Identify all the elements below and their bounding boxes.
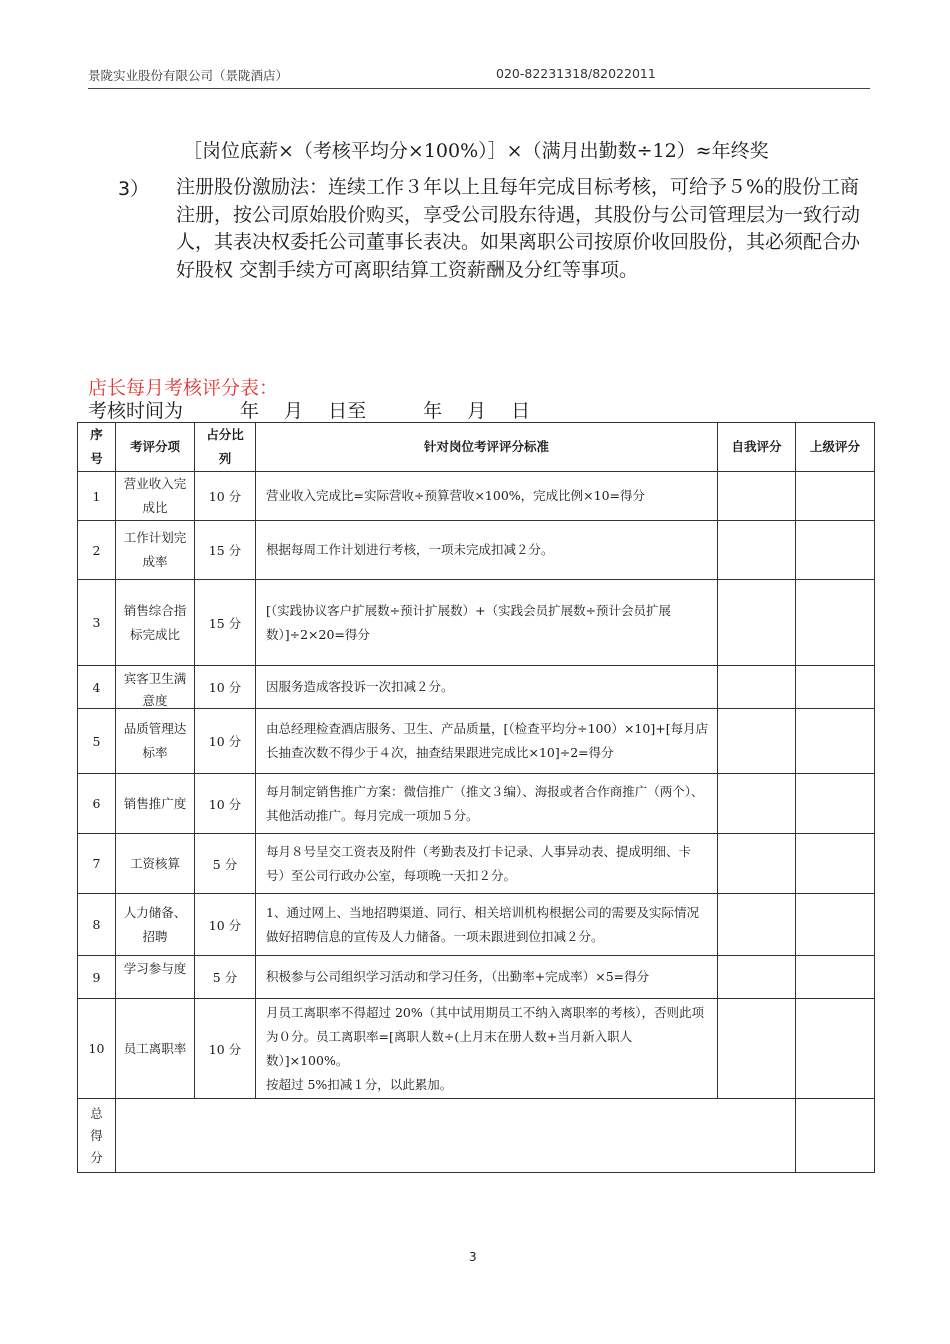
- superior-score-cell[interactable]: [796, 521, 875, 580]
- row-item: 人力储备、招聘: [116, 894, 195, 956]
- header-standard: 针对岗位考评评分标准: [256, 423, 718, 472]
- row-number: 4: [78, 666, 116, 709]
- total-value-cell[interactable]: [116, 1099, 796, 1173]
- total-superior-cell[interactable]: [796, 1099, 875, 1173]
- row-ratio: 10 分: [195, 472, 256, 521]
- row-item: 宾客卫生满意度: [116, 666, 195, 709]
- table-row: [78, 894, 875, 956]
- company-name: 景陇实业股份有限公司（景陇酒店）: [88, 68, 289, 83]
- row-standard: 积极参与公司组织学习活动和学习任务，（出勤率+完成率）×5=得分: [256, 956, 718, 999]
- self-score-cell[interactable]: [718, 666, 796, 709]
- table-title: 店长每月考核评分表：: [88, 377, 279, 399]
- superior-score-cell[interactable]: [796, 666, 875, 709]
- row-standard: 根据每周工作计划进行考核，一项未完成扣减２分。: [256, 521, 718, 580]
- row-item: 学习参与度: [116, 956, 195, 999]
- item-number: 3）: [118, 178, 150, 200]
- row-ratio: 10 分: [195, 709, 256, 774]
- row-ratio: 5 分: [195, 834, 256, 894]
- row-item: 工资核算: [116, 834, 195, 894]
- row-ratio: 15 分: [195, 521, 256, 580]
- row-item: 品质管理达标率: [116, 709, 195, 774]
- self-score-cell[interactable]: [718, 894, 796, 956]
- superior-score-cell[interactable]: [796, 774, 875, 834]
- row-number: 5: [78, 709, 116, 774]
- self-score-cell[interactable]: [718, 999, 796, 1099]
- table-header-row: [78, 423, 875, 472]
- page-number: 3: [469, 1250, 477, 1264]
- row-ratio: 10 分: [195, 894, 256, 956]
- row-item: 员工离职率: [116, 999, 195, 1099]
- row-ratio: 15 分: [195, 580, 256, 666]
- row-item: 销售综合指标完成比: [116, 580, 195, 666]
- table-row: [78, 709, 875, 774]
- row-number: 3: [78, 580, 116, 666]
- row-standard: 每月制定销售推广方案：微信推广（推文３编）、海报或者合作商推广（两个）、其他活动推广。每月完成一项加５分。: [256, 774, 718, 834]
- table-row: [78, 774, 875, 834]
- superior-score-cell[interactable]: [796, 999, 875, 1099]
- row-item: 销售推广度: [116, 774, 195, 834]
- total-row: [78, 1099, 875, 1173]
- table-row: [78, 956, 875, 999]
- header-item: 考评分项: [116, 423, 195, 472]
- superior-score-cell[interactable]: [796, 894, 875, 956]
- row-ratio: 10 分: [195, 666, 256, 709]
- table-row: [78, 999, 875, 1099]
- table-row: [78, 580, 875, 666]
- assessment-table: [77, 422, 875, 1173]
- row-number: 9: [78, 956, 116, 999]
- superior-score-cell[interactable]: [796, 834, 875, 894]
- standard-text-extra: 按超过 5%扣减１分，以此累加。: [266, 1076, 453, 1092]
- table-row: [78, 666, 875, 709]
- row-number: 1: [78, 472, 116, 521]
- row-standard: 因服务造成客投诉一次扣减２分。: [256, 666, 718, 709]
- year-end-bonus-formula: ［岗位底薪×（考核平均分×100%）］×（满月出勤数÷12）≈年终奖: [183, 140, 769, 162]
- row-ratio: 10 分: [195, 774, 256, 834]
- header-self-score: 自我评分: [718, 423, 796, 472]
- row-item: 工作计划完成率: [116, 521, 195, 580]
- item-text: 注册股份激励法：连续工作３年以上且每年完成目标考核，可给予５%的股份工商注册，按公司原始股价购买，享受公司股东待遇，其股份与公司管理层为一致行动人，其表决权委托公司董事长表决。如果离职公司按原价收回股份，其必须配合办好股权 交割手续方可离职结算工资薪酬及分红等事项。: [176, 176, 861, 281]
- table-row: [78, 472, 875, 521]
- self-score-cell[interactable]: [718, 956, 796, 999]
- row-standard: 每月８号呈交工资表及附件（考勤表及打卡记录、人事异动表、提成明细、卡号）至公司行政办公室，每项晚一天扣２分。: [256, 834, 718, 894]
- self-score-cell[interactable]: [718, 472, 796, 521]
- row-standard: 由总经理检查酒店服务、卫生、产品质量，[（检查平均分÷100）×10]+[每月店长抽查次数不得少于４次，抽查结果跟进完成比×10]÷2=得分: [256, 709, 718, 774]
- row-number: 10: [78, 999, 116, 1099]
- row-standard: 1、通过网上、当地招聘渠道、同行、相关培训机构根据公司的需要及实际情况做好招聘信息的宣传及人力储备。一项未跟进到位扣减２分。: [256, 894, 718, 956]
- header-num: 序号: [78, 423, 116, 472]
- row-number: 2: [78, 521, 116, 580]
- table-row: [78, 521, 875, 580]
- row-number: 6: [78, 774, 116, 834]
- row-number: 8: [78, 894, 116, 956]
- self-score-cell[interactable]: [718, 774, 796, 834]
- header-ratio: 占分比列: [195, 423, 256, 472]
- superior-score-cell[interactable]: [796, 580, 875, 666]
- row-standard: [（实践协议客户扩展数÷预计扩展数）+（实践会员扩展数÷预计会员扩展数）]÷2×20=得分: [256, 580, 718, 666]
- superior-score-cell[interactable]: [796, 472, 875, 521]
- row-standard: [256, 999, 718, 1099]
- self-score-cell[interactable]: [718, 834, 796, 894]
- self-score-cell[interactable]: [718, 580, 796, 666]
- row-number: 7: [78, 834, 116, 894]
- superior-score-cell[interactable]: [796, 956, 875, 999]
- total-label: 总得分: [78, 1099, 116, 1173]
- table-row: [78, 834, 875, 894]
- phone-number: 020-82231318/82022011: [496, 66, 656, 81]
- page-header: [88, 66, 870, 89]
- self-score-cell[interactable]: [718, 709, 796, 774]
- self-score-cell[interactable]: [718, 521, 796, 580]
- standard-text: 月员工离职率不得超过 20%（其中试用期员工不纳入离职率的考核），否则此项为０分。员工离职率=[离职人数÷(上月末在册人数+当月新入职人数）]×100%。: [266, 1004, 705, 1068]
- row-ratio: 5 分: [195, 956, 256, 999]
- row-item: 营业收入完成比: [116, 472, 195, 521]
- superior-score-cell[interactable]: [796, 709, 875, 774]
- row-standard: 营业收入完成比=实际营收÷预算营收×100%，完成比例×10=得分: [256, 472, 718, 521]
- row-ratio: 10 分: [195, 999, 256, 1099]
- assessment-period: 考核时间为 年 月 日至 年 月 日: [88, 400, 531, 422]
- header-superior-score: 上级评分: [796, 423, 875, 472]
